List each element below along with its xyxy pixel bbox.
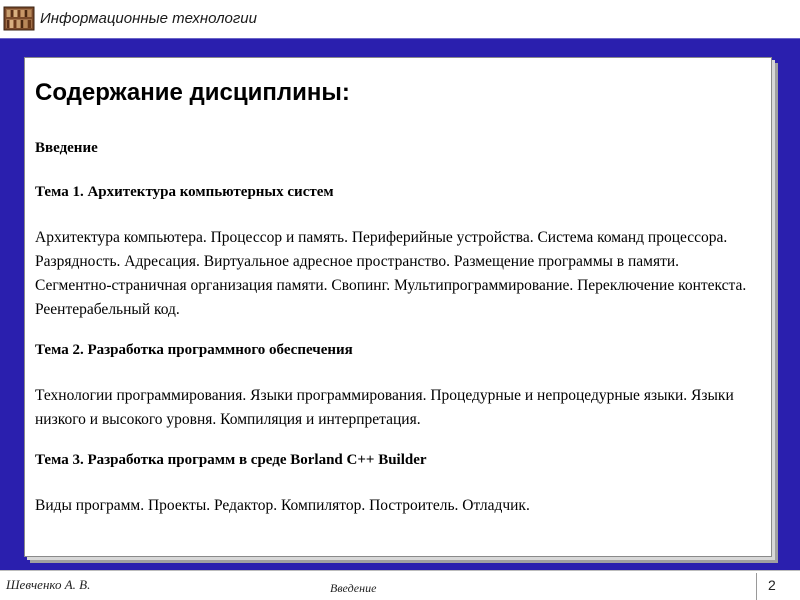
course-title: Информационные технологии [40, 10, 257, 27]
footer-divider [0, 570, 800, 571]
books-icon [3, 4, 35, 32]
section-name: Введение [330, 581, 377, 595]
topic-1-description: Архитектура компьютера. Процессор и память. Периферийные устройства. Система команд процессора. Разрядность. Адресация. Виртуальное адресное пространство. Размещение программы в памяти. Сегментно-страничная организация памяти. Свопинг. Мультипрограммирование. Переключение контекста. Реентерабельный код. [35, 229, 747, 318]
content-panel [24, 57, 772, 557]
slide-footer [0, 570, 800, 600]
page-divider [756, 573, 757, 600]
topic-3-title: Тема 3. Разработка программ в среде Borland C++ Builder [35, 452, 427, 468]
topic-2-description: Технологии программирования. Языки программирования. Процедурные и непроцедурные языки. Языки низкого и высокого уровня. Компиляция и интерпретация. [35, 387, 734, 428]
page-title: Содержание дисциплины: [35, 79, 350, 106]
author-name: Шевченко А. В. [6, 577, 91, 592]
content-body [35, 78, 757, 536]
slide-background [0, 38, 800, 570]
topic-1-title: Тема 1. Архитектура компьютерных систем [35, 184, 334, 200]
slide-header [0, 0, 800, 38]
intro-heading: Введение [35, 140, 98, 156]
topic-2-title: Тема 2. Разработка программного обеспечения [35, 342, 353, 358]
page-number: 2 [768, 577, 776, 593]
topic-3-description: Виды программ. Проекты. Редактор. Компилятор. Построитель. Отладчик. [35, 497, 530, 514]
